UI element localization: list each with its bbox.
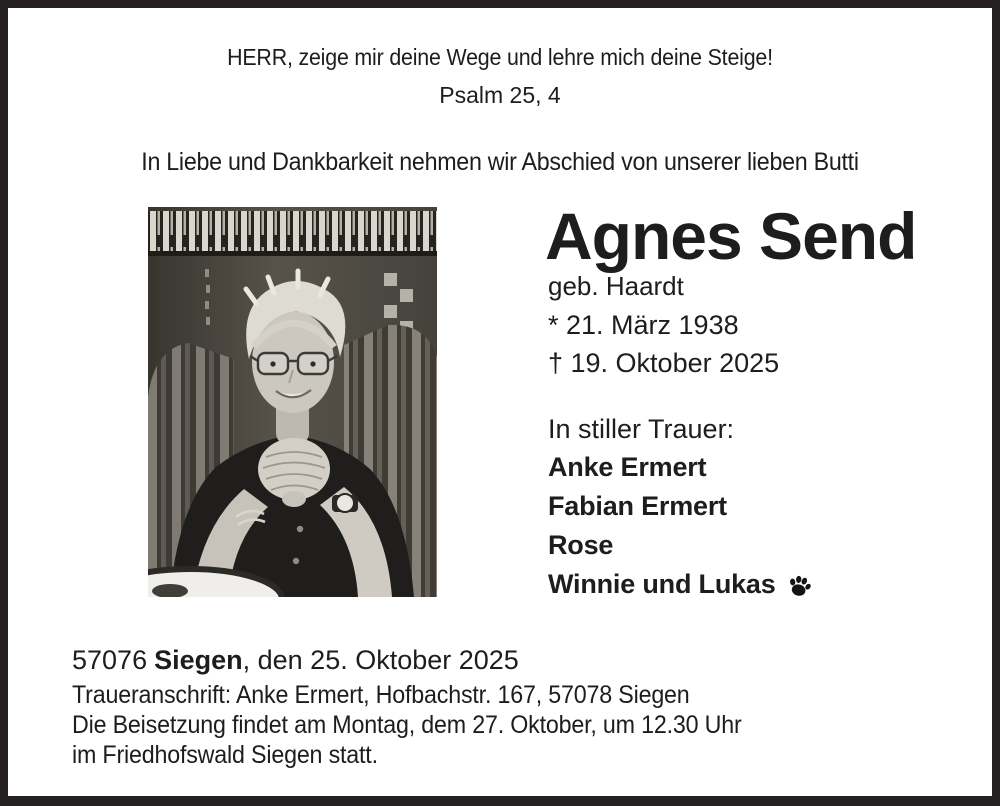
mourner-name: Winnie und Lukas xyxy=(548,569,776,599)
paw-print-icon xyxy=(786,574,813,599)
deceased-name: Agnes Send xyxy=(545,199,917,273)
portrait-photo xyxy=(148,207,437,597)
intro-line: In Liebe und Dankbarkeit nehmen wir Abschied von unserer lieben Butti xyxy=(141,148,859,176)
birth-date: * 21. März 1938 xyxy=(548,310,739,340)
psalm-verse-text: HERR, zeige mir deine Wege und lehre mich deine Steige! xyxy=(227,44,773,70)
postal-code: 57076 xyxy=(72,645,148,675)
mourners-heading: In stiller Trauer: xyxy=(548,414,735,444)
death-date: † 19. Oktober 2025 xyxy=(548,348,780,378)
city-date-line xyxy=(72,645,519,676)
mourner-name-with-paw xyxy=(548,569,813,600)
funeral-info-line2: im Friedhofswald Siegen statt. xyxy=(72,741,378,769)
portrait-photo-illustration xyxy=(148,207,437,597)
mourner-name: Rose xyxy=(548,530,614,560)
mourner-name: Anke Ermert xyxy=(548,452,707,482)
birth-name: geb. Haardt xyxy=(548,271,684,301)
psalm-reference: Psalm 25, 4 xyxy=(439,82,561,108)
mourning-address-line: Traueranschrift: Anke Ermert, Hofbachstr. 167, 57078 Siegen xyxy=(72,681,690,709)
city-name: Siegen xyxy=(154,645,243,675)
mourner-name: Fabian Ermert xyxy=(548,491,727,521)
funeral-info-line1: Die Beisetzung findet am Montag, dem 27. Oktober, um 12.30 Uhr xyxy=(72,711,742,739)
date-suffix: , den 25. Oktober 2025 xyxy=(242,645,519,675)
